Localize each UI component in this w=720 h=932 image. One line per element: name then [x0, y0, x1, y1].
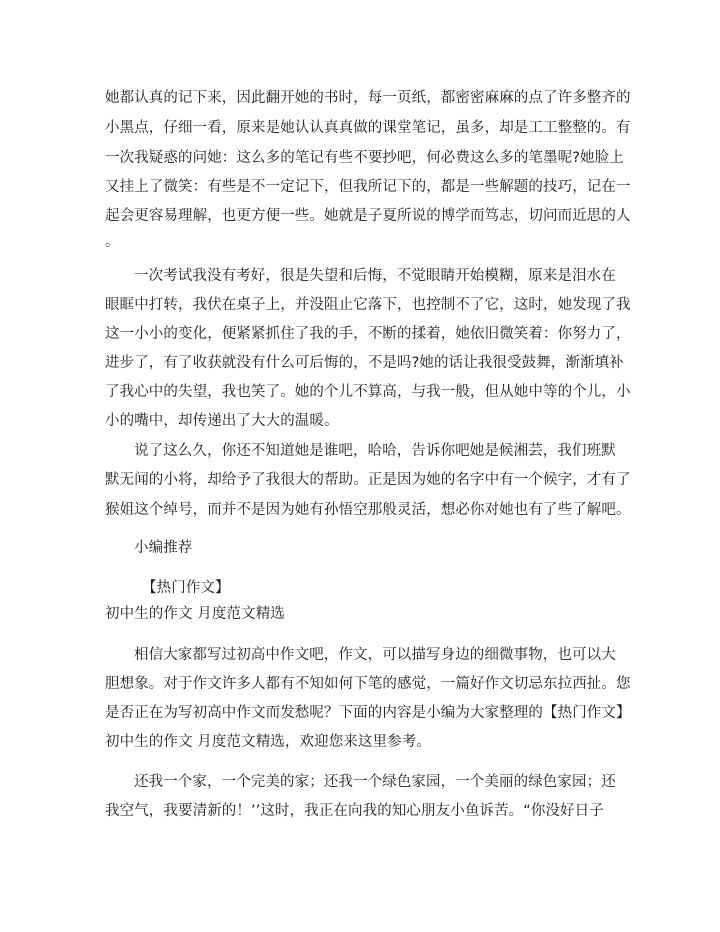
text-line: 相信大家都写过初高中作文吧，作文，可以描写身边的细微事物，也可以大	[134, 647, 616, 663]
essay-title: 初中生的作文 月度范文精选	[105, 606, 285, 622]
text-line: 一次我疑惑的问她：这么多的笔记有些不要抄吧，何必费这么多的笔墨呢?她脸上	[105, 150, 624, 166]
text-line: 说了这么久，你还不知道她是谁吧，哈哈，告诉你吧她是候湘芸，我们班默	[134, 443, 616, 459]
text-line: 一次考试我没有考好，很是失望和后悔，不觉眼睛开始模糊，原来是泪水在	[134, 268, 616, 284]
hot-essay-tag: 【热门作文】	[142, 580, 230, 596]
text-line: 小的嘴中，却传递出了大大的温暖。	[105, 413, 339, 429]
text-line: 眼眶中打转，我伏在桌子上，并没阻止它落下，也控制不了它，这时，她发现了我	[105, 297, 631, 313]
text-line: 进步了，有了收获就没有什么可后悔的，不是吗?她的话让我很受鼓舞，渐渐填补	[105, 355, 624, 371]
text-line: 我空气，我要清新的！’’这时，我正在向我的知心朋友小鱼诉苦。“你没好日子	[105, 803, 604, 819]
text-line: 初中生的作文 月度范文精选，欢迎您来这里参考。	[105, 734, 431, 750]
text-line: 了我心中的失望，我也笑了。她的个儿不算高，与我一般，但从她中等的个儿，小	[105, 384, 631, 400]
text-line: 起会更容易理解，也更方便一些。她就是子夏所说的博学而笃志，切问而近思的人	[105, 208, 631, 224]
text-line: 还我一个家，一个完美的家；还我一个绿色家园，一个美丽的绿色家园；还	[134, 774, 616, 790]
recommend-heading: 小编推荐	[134, 540, 193, 556]
text-line: 猴姐这个绰号，而并不是因为她有孙悟空那般灵活，想必你对她也有了些了解吧。	[105, 502, 631, 518]
text-line: 又挂上了微笑：有些是不一定记下，但我所记下的，都是一些解题的技巧，记在一	[105, 179, 631, 195]
text-line: 。	[105, 234, 120, 250]
text-line: 胆想象。对于作文许多人都有不知如何下笔的感觉，一篇好作文切忌东拉西扯。您	[105, 676, 631, 692]
text-line: 小黑点，仔细一看，原来是她认认真真做的课堂笔记，虽多，却是工工整整的。有	[105, 120, 631, 136]
text-line: 默无闻的小将，却给予了我很大的帮助。正是因为她的名字中有一个候字，才有了	[105, 472, 631, 488]
text-line: 是否正在为写初高中作文而发愁呢？下面的内容是小编为大家整理的【热门作文】	[105, 705, 631, 721]
text-line: 她都认真的记下来，因此翻开她的书时，每一页纸，都密密麻麻的点了许多整齐的	[105, 90, 631, 106]
text-line: 这一小小的变化，便紧紧抓住了我的手，不断的揉着，她依旧微笑着：你努力了，	[105, 326, 631, 342]
